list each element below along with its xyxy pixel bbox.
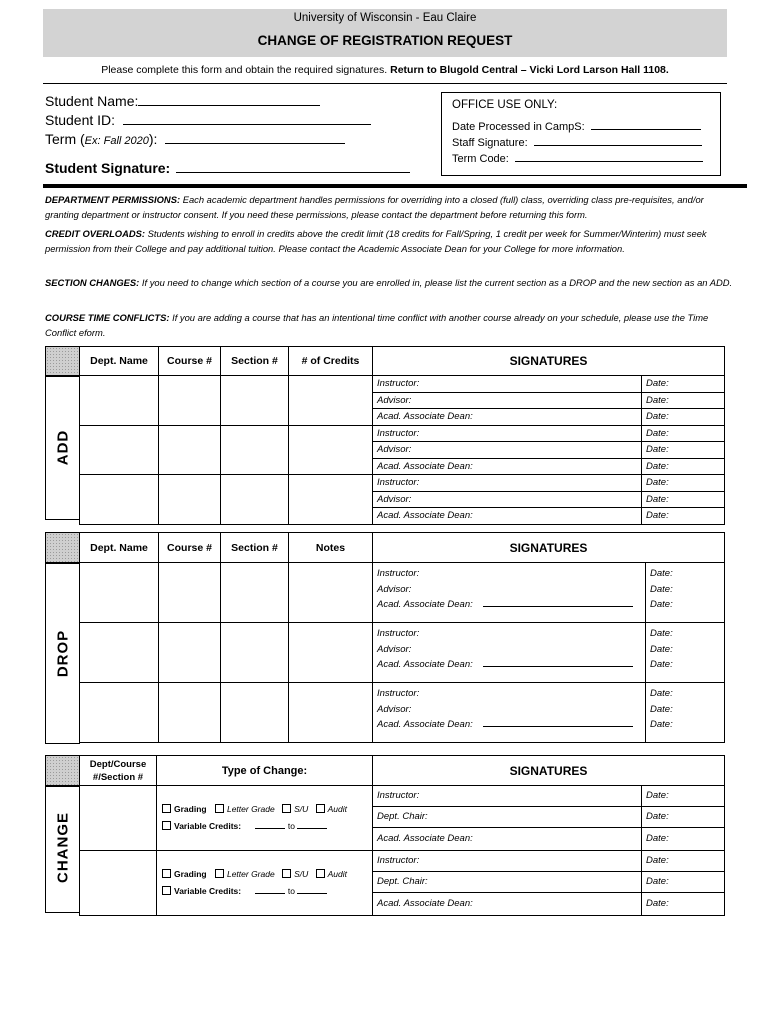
office-staff-row — [452, 137, 702, 149]
credits-from-field[interactable] — [255, 820, 285, 829]
note-label: DEPARTMENT PERMISSIONS: — [45, 194, 181, 205]
change-col-type: Type of Change: — [157, 756, 373, 786]
su-checkbox[interactable] — [282, 804, 291, 813]
su-label: S/U — [294, 804, 309, 814]
student-name-field[interactable] — [138, 105, 320, 106]
thick-divider — [43, 184, 747, 188]
date-label: Date: — [650, 703, 673, 715]
sig-row[interactable] — [373, 459, 724, 475]
drop-row3-notes[interactable] — [289, 683, 373, 743]
grading-option — [157, 866, 372, 883]
date-label: Date: — [646, 876, 669, 887]
note-text: Each academic department handles permissions for overriding into a closed (full) class, overriding class pre-requisites, and/or granting department or instructor consent. If you need these permissions, please contact the department before returning this form. — [45, 194, 704, 220]
header-divider — [43, 83, 727, 84]
term-label-post: ): — [148, 131, 158, 147]
audit-checkbox[interactable] — [316, 804, 325, 813]
date-label: Date: — [646, 477, 669, 488]
variable-credits-label: Variable Credits: — [174, 821, 242, 831]
add-table — [79, 346, 725, 525]
university-name: University of Wisconsin - Eau Claire — [293, 12, 477, 24]
student-name-label: Student Name: — [45, 93, 139, 109]
drop-row1-section[interactable] — [221, 563, 289, 623]
student-id-row — [45, 112, 371, 128]
drop-col-course: Course # — [159, 533, 221, 563]
add-row2-dept[interactable] — [80, 425, 159, 475]
add-side-label: ADD — [54, 429, 72, 466]
term-field[interactable] — [165, 143, 345, 144]
credits-from-field[interactable] — [255, 885, 285, 894]
sig-label-row — [377, 597, 645, 613]
sig-row[interactable] — [373, 828, 724, 850]
letter-grade-checkbox[interactable] — [215, 804, 224, 813]
student-name-row — [45, 93, 320, 109]
office-staff-label: Staff Signature: — [452, 137, 528, 149]
note-label: CREDIT OVERLOADS: — [45, 228, 146, 239]
instruction-line — [43, 64, 727, 76]
sig-row[interactable] — [373, 872, 724, 893]
drop-row1-dept[interactable] — [80, 563, 159, 623]
to-label: to — [287, 886, 295, 896]
date-label: Date: — [646, 790, 669, 801]
sig-label: Instructor: — [377, 568, 420, 579]
change-table — [79, 755, 725, 916]
drop-col-notes: Notes — [289, 533, 373, 563]
note-text: If you need to change which section of a course you are enrolled in, please list the current section as a DROP and the new section as an ADD. — [139, 277, 733, 288]
date-label: Date: — [650, 659, 673, 670]
form-title: CHANGE OF REGISTRATION REQUEST — [257, 33, 513, 48]
drop-row2-signatures — [373, 623, 725, 683]
to-label: to — [287, 821, 295, 831]
sig-label: Dept. Chair: — [373, 807, 642, 827]
office-term-row — [452, 153, 703, 165]
student-signature-row — [45, 160, 410, 176]
change-col-course: Dept/Course #/Section # — [80, 756, 157, 786]
term-row — [45, 131, 345, 147]
sig-row[interactable] — [373, 807, 724, 828]
add-row3-dept[interactable] — [80, 475, 159, 525]
add-corner-shade — [45, 346, 80, 377]
su-checkbox[interactable] — [282, 869, 291, 878]
sig-label: Instructor: — [373, 786, 642, 806]
sig-row[interactable] — [373, 893, 724, 915]
variable-credits-option — [157, 818, 372, 835]
sig-label: Advisor: — [377, 583, 412, 595]
add-row3-section[interactable] — [221, 475, 289, 525]
date-label: Date: — [650, 628, 673, 639]
sig-label: Instructor: — [373, 851, 642, 871]
term-example: Ex: Fall 2020 — [84, 135, 149, 147]
drop-row1-signatures — [373, 563, 725, 623]
sig-label: Instructor: — [373, 475, 642, 491]
sig-label: Acad. Associate Dean: — [373, 893, 642, 915]
drop-row3-section[interactable] — [221, 683, 289, 743]
date-label: Date: — [650, 583, 673, 595]
add-row1-credits[interactable] — [289, 376, 373, 426]
drop-corner-shade — [45, 532, 80, 564]
student-signature-label: Student Signature: — [45, 160, 171, 176]
office-term-label: Term Code: — [452, 153, 509, 165]
add-col-signatures: SIGNATURES — [373, 347, 725, 376]
note-conflicts — [45, 311, 735, 340]
header-band — [43, 9, 727, 57]
note-overloads — [45, 227, 735, 256]
note-department — [45, 193, 735, 222]
drop-row2-section[interactable] — [221, 623, 289, 683]
add-col-credits: # of Credits — [289, 347, 373, 376]
sig-label-row — [377, 657, 645, 673]
change-row2-course[interactable] — [80, 851, 157, 916]
date-label: Date: — [650, 719, 673, 730]
note-text: Students wishing to enroll in credits above the credit limit (18 credits for Fall/Spring, 1 credit per week for Summer/Winterim) must seek permission from their College and pay additional tuition. Please contact the Academic Associate Dean for your College for more information. — [45, 228, 707, 254]
office-staff-field[interactable] — [534, 145, 702, 146]
sig-label: Advisor: — [373, 442, 642, 458]
note-section — [45, 276, 735, 291]
drop-col-section: Section # — [221, 533, 289, 563]
sig-label: Acad. Associate Dean: — [373, 459, 642, 475]
date-label: Date: — [646, 898, 669, 909]
sig-row[interactable] — [373, 851, 724, 872]
change-row1-type — [157, 786, 373, 851]
sig-label: Advisor: — [373, 393, 642, 409]
note-label: COURSE TIME CONFLICTS: — [45, 312, 170, 323]
sig-label: Dept. Chair: — [373, 872, 642, 892]
sig-row[interactable] — [373, 426, 724, 443]
change-side-label: CHANGE — [54, 812, 72, 884]
date-label: Date: — [650, 599, 673, 610]
dean-signature-line[interactable] — [483, 718, 633, 727]
date-label: Date: — [646, 833, 669, 844]
drop-row2-course[interactable] — [159, 623, 221, 683]
add-col-dept: Dept. Name — [80, 347, 159, 376]
office-use-box — [441, 92, 721, 176]
date-label: Date: — [646, 811, 669, 822]
variable-credits-label: Variable Credits: — [174, 886, 242, 896]
instruction-bold: Return to Blugold Central – Vicki Lord Larson Hall 1108. — [390, 64, 669, 76]
change-corner-shade — [45, 755, 80, 787]
sig-label: Acad. Associate Dean: — [377, 599, 473, 610]
credits-to-field[interactable] — [297, 820, 327, 829]
sig-row[interactable] — [373, 786, 724, 807]
sig-label: Advisor: — [373, 492, 642, 508]
drop-row3-course[interactable] — [159, 683, 221, 743]
date-label: Date: — [646, 493, 669, 505]
audit-checkbox[interactable] — [316, 869, 325, 878]
date-label: Date: — [650, 643, 673, 655]
add-row2-credits[interactable] — [289, 425, 373, 475]
grading-checkbox[interactable] — [162, 804, 171, 813]
sig-label: Advisor: — [377, 703, 412, 715]
sig-label: Instructor: — [373, 426, 642, 442]
drop-side — [45, 562, 80, 744]
date-label: Date: — [646, 510, 669, 521]
sig-label: Instructor: — [377, 628, 420, 639]
drop-row1-course[interactable] — [159, 563, 221, 623]
audit-label: Audit — [327, 869, 347, 879]
variable-credits-option — [157, 883, 372, 900]
drop-table — [79, 532, 725, 743]
variable-credits-checkbox[interactable] — [162, 821, 171, 830]
student-signature-field[interactable] — [176, 172, 410, 173]
office-date-label: Date Processed in CampS: — [452, 121, 585, 133]
date-label: Date: — [646, 444, 669, 455]
date-label: Date: — [646, 460, 669, 472]
office-title: OFFICE USE ONLY: — [452, 99, 558, 111]
change-row1-course[interactable] — [80, 786, 157, 851]
add-col-section: Section # — [221, 347, 289, 376]
sig-label: Acad. Associate Dean: — [373, 828, 642, 850]
sig-row[interactable] — [373, 492, 724, 509]
sig-label: Acad. Associate Dean: — [373, 409, 642, 425]
sig-row[interactable] — [373, 475, 724, 492]
sig-label: Instructor: — [373, 376, 642, 392]
sig-label: Acad. Associate Dean: — [377, 719, 473, 730]
sig-label: Acad. Associate Dean: — [373, 508, 642, 524]
add-side — [45, 375, 80, 520]
su-label: S/U — [294, 869, 309, 879]
audit-label: Audit — [327, 804, 347, 814]
note-label: SECTION CHANGES: — [45, 277, 140, 288]
grading-label: Grading — [174, 869, 207, 879]
sig-label: Instructor: — [377, 688, 420, 699]
drop-col-dept: Dept. Name — [80, 533, 159, 563]
drop-row1-notes[interactable] — [289, 563, 373, 623]
drop-row2-dept[interactable] — [80, 623, 159, 683]
sig-row[interactable] — [373, 409, 724, 425]
sig-row[interactable] — [373, 442, 724, 459]
date-label: Date: — [646, 378, 669, 389]
add-row3-signatures — [373, 475, 725, 525]
add-row3-course[interactable] — [159, 475, 221, 525]
drop-row3-signatures — [373, 683, 725, 743]
change-row2-signatures — [373, 851, 725, 916]
add-row1-dept[interactable] — [80, 376, 159, 426]
add-row2-section[interactable] — [221, 425, 289, 475]
date-label: Date: — [650, 688, 673, 699]
variable-credits-checkbox[interactable] — [162, 886, 171, 895]
sig-row[interactable] — [373, 376, 724, 393]
sig-label: Advisor: — [377, 643, 412, 655]
office-term-field[interactable] — [515, 161, 703, 162]
date-label: Date: — [646, 855, 669, 866]
office-date-row — [452, 121, 701, 133]
term-label-pre: Term ( — [45, 131, 85, 147]
date-label: Date: — [646, 394, 669, 406]
dean-signature-line[interactable] — [483, 658, 633, 667]
student-id-label: Student ID: — [45, 112, 116, 128]
change-side — [45, 785, 80, 913]
change-row2-type — [157, 851, 373, 916]
add-row1-signatures — [373, 376, 725, 426]
drop-col-signatures: SIGNATURES — [373, 533, 725, 563]
sig-row[interactable] — [373, 508, 724, 524]
drop-row3-dept[interactable] — [80, 683, 159, 743]
grading-label: Grading — [174, 804, 207, 814]
change-col-signatures: SIGNATURES — [373, 756, 725, 786]
sig-row[interactable] — [373, 393, 724, 410]
dean-signature-line[interactable] — [483, 598, 633, 607]
date-label: Date: — [650, 568, 673, 579]
add-row3-credits[interactable] — [289, 475, 373, 525]
date-label: Date: — [646, 427, 669, 439]
letter-grade-label: Letter Grade — [226, 869, 275, 879]
sig-label-row — [377, 717, 645, 733]
date-label: Date: — [646, 411, 669, 422]
note-text: If you are adding a course that has an intentional time conflict with another course already on your schedule, please use the Time Conflict eform. — [45, 312, 709, 338]
letter-grade-label: Letter Grade — [226, 804, 275, 814]
sig-label: Acad. Associate Dean: — [377, 659, 473, 670]
add-row2-course[interactable] — [159, 425, 221, 475]
office-date-field[interactable] — [591, 129, 701, 130]
grading-option — [157, 801, 372, 818]
add-row2-signatures — [373, 425, 725, 475]
add-col-course: Course # — [159, 347, 221, 376]
grading-checkbox[interactable] — [162, 869, 171, 878]
add-row1-course[interactable] — [159, 376, 221, 426]
drop-side-label: DROP — [54, 629, 72, 678]
change-row1-signatures — [373, 786, 725, 851]
letter-grade-checkbox[interactable] — [215, 869, 224, 878]
instruction-plain: Please complete this form and obtain the required signatures. — [101, 64, 388, 76]
drop-row2-notes[interactable] — [289, 623, 373, 683]
student-id-field[interactable] — [123, 124, 371, 125]
add-row1-section[interactable] — [221, 376, 289, 426]
credits-to-field[interactable] — [297, 885, 327, 894]
